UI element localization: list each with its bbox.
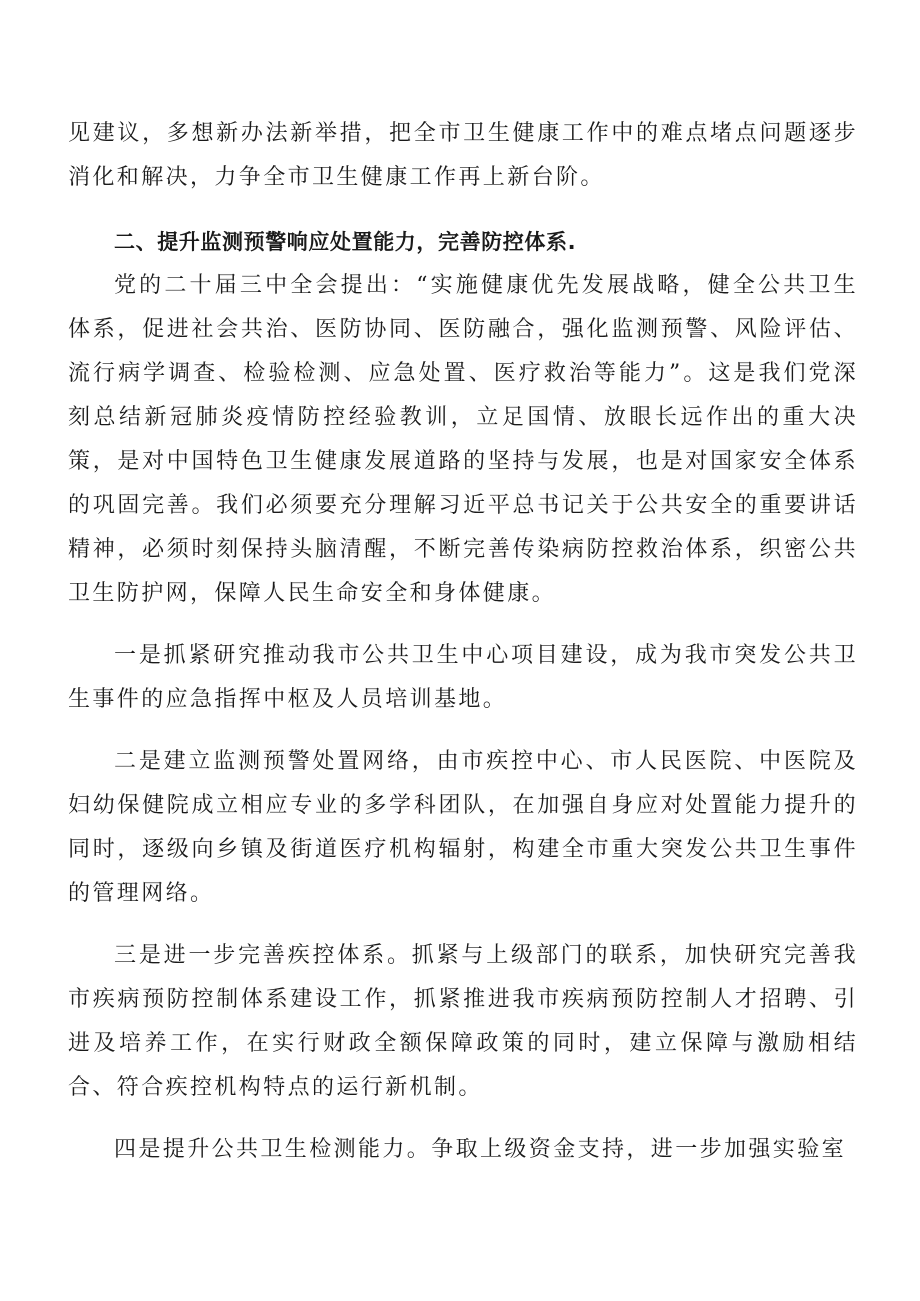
paragraph-item-four: 四是提升公共卫生检测能力。争取上级资金支持，进一步加强实验室 <box>114 1137 847 1162</box>
paragraph-item-three: 三是进一步完善疾控体系。抓紧与上级部门的联系，加快研究完善我市疾病预防控制体系建设工作，抓紧推进我市疾病预防控制人才招聘、引进及培养工作，在实行财政全额保障政策的同时，建立保障与激励相结合、符合疾控机构特点的运行新机制。 <box>68 943 858 1100</box>
paragraph-item-one: 一是抓紧研究推动我市公共卫生中心项目建设，成为我市突发公共卫生事件的应急指挥中枢及人员培训基地。 <box>68 643 858 712</box>
document-page <box>68 112 858 1172</box>
paragraph-continuation: 见建议，多想新办法新举措，把全市卫生健康工作中的难点堵点问题逐步消化和解决，力争全市卫生健康工作再上新台阶。 <box>68 121 858 190</box>
paragraph-item-two: 二是建立监测预警处置网络，由市疾控中心、市人民医院、中医院及妇幼保健院成立相应专业的多学科团队，在加强自身应对处置能力提升的同时，逐级向乡镇及街道医疗机构辐射，构建全市重大突发公共卫生事件的管理网络。 <box>68 749 858 906</box>
paragraph-plenum-quote: 党的二十届三中全会提出：“实施健康优先发展战略，健全公共卫生体系，促进社会共治、医防协同、医防融合，强化监测预警、风险评估、流行病学调查、检验检测、应急处置、医疗救治等能力”。这是我们党深刻总结新冠肺炎疫情防控经验教训，立足国情、放眼长远作出的重大决策，是对中国特色卫生健康发展道路的坚持与发展，也是对国家安全体系的巩固完善。我们必须要充分理解习近平总书记关于公共安全的重要讲话精神，必须时刻保持头脑清醒，不断完善传染病防控救治体系，织密公共卫生防护网，保障人民生命安全和身体健康。 <box>68 273 858 606</box>
section-heading: 二、提升监测预警响应处置能力，完善防控体系. <box>114 230 577 254</box>
